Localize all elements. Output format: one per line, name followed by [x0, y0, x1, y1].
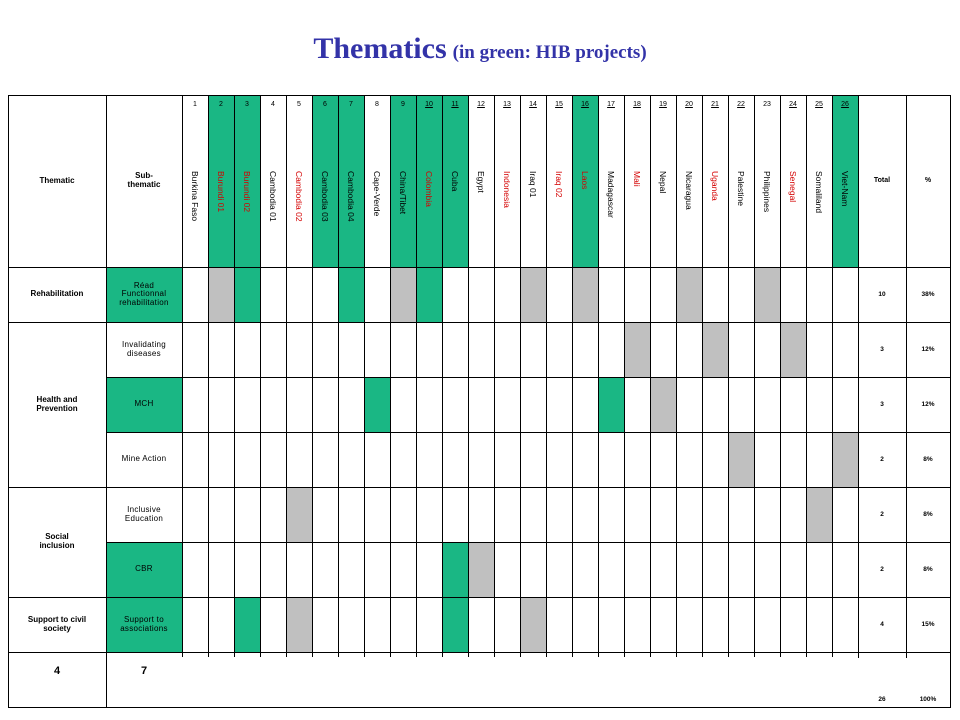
cell-grey-5-5 — [286, 487, 312, 542]
col-line-project — [338, 95, 339, 657]
project-number: 4 — [271, 101, 275, 108]
col-line-proj — [182, 95, 183, 657]
grand-percent: 100% — [919, 695, 937, 703]
title-main: Thematics — [313, 32, 447, 65]
thematic-count: 4 — [53, 665, 61, 678]
cell-grey-1-2 — [208, 267, 234, 322]
row-percent: 8% — [923, 510, 933, 518]
subthematic-label: MCH — [134, 399, 154, 409]
project-number: 19 — [659, 101, 667, 108]
project-name: China/Tibet — [398, 171, 408, 215]
project-name: Cambodia 03 — [320, 171, 330, 222]
cell-grey-7-5 — [286, 597, 312, 652]
col-line-project — [286, 95, 287, 657]
project-number: 15 — [555, 101, 563, 108]
project-name: Viet-Nam — [840, 171, 850, 207]
project-name: Burundi 01 — [216, 171, 226, 213]
project-name: Madagascar — [606, 171, 616, 218]
table-border-right — [950, 95, 951, 708]
cell-grey-4-26 — [832, 432, 858, 487]
percent-header: % — [924, 177, 932, 185]
cell-grey-1-14 — [520, 267, 546, 322]
subthematic-header: Sub- thematic — [127, 171, 161, 189]
project-number: 16 — [581, 101, 589, 108]
project-number: 25 — [815, 101, 823, 108]
project-name: Cambodia 02 — [294, 171, 304, 222]
project-name: Laos — [580, 171, 590, 190]
cell-grey-2-21 — [702, 322, 728, 377]
project-number: 24 — [789, 101, 797, 108]
project-number: 7 — [349, 101, 353, 108]
row-percent: 38% — [921, 290, 935, 298]
col-line-project — [806, 95, 807, 657]
project-number: 6 — [323, 101, 327, 108]
subthematic-label: Mine Action — [121, 454, 167, 464]
project-number: 17 — [607, 101, 615, 108]
cell-grey-4-22 — [728, 432, 754, 487]
project-number: 5 — [297, 101, 301, 108]
project-number: 1 — [193, 101, 197, 108]
cell-grey-5-25 — [806, 487, 832, 542]
col-line-project — [780, 95, 781, 657]
col-line-project — [624, 95, 625, 657]
grand-total: 26 — [878, 695, 886, 703]
row-line — [106, 432, 950, 433]
project-number: 20 — [685, 101, 693, 108]
table-border-bottom — [8, 707, 950, 708]
col-line-project — [364, 95, 365, 657]
col-line-project — [650, 95, 651, 657]
cell-grey-1-16 — [572, 267, 598, 322]
row-total: 3 — [880, 400, 884, 408]
cell-green-3-17 — [598, 377, 624, 432]
project-name: Cambodia 01 — [268, 171, 278, 222]
project-number: 10 — [425, 101, 433, 108]
project-name: Egypt — [476, 171, 486, 193]
project-number: 22 — [737, 101, 745, 108]
cell-green-7-3 — [234, 597, 260, 652]
project-name: Mali — [632, 171, 642, 187]
total-header: Total — [873, 177, 891, 185]
subthematic-label: Support to associations — [120, 614, 168, 633]
project-name: Senegal — [788, 171, 798, 203]
project-number: 26 — [841, 101, 849, 108]
project-number: 13 — [503, 101, 511, 108]
col-line-project — [208, 95, 209, 657]
cell-grey-2-18 — [624, 322, 650, 377]
project-number: 21 — [711, 101, 719, 108]
project-number: 18 — [633, 101, 641, 108]
row-total: 2 — [880, 455, 884, 463]
cell-green-1-3 — [234, 267, 260, 322]
row-line — [106, 542, 950, 543]
project-number: 8 — [375, 101, 379, 108]
cell-grey-1-23 — [754, 267, 780, 322]
col-line-project — [832, 95, 833, 657]
project-name: Nepal — [658, 171, 668, 194]
project-name: Cape-Verde — [372, 171, 382, 217]
cell-grey-6-12 — [468, 542, 494, 597]
row-percent: 8% — [923, 565, 933, 573]
project-name: Burundi 02 — [242, 171, 252, 213]
row-total: 4 — [880, 620, 884, 628]
subthematic-count: 7 — [140, 665, 148, 678]
col-line-project — [494, 95, 495, 657]
col-line-project — [598, 95, 599, 657]
row-total: 2 — [880, 565, 884, 573]
project-number: 12 — [477, 101, 485, 108]
cell-grey-1-20 — [676, 267, 702, 322]
row-line — [8, 652, 950, 653]
thematic-label: Rehabilitation — [30, 289, 84, 299]
project-name: Iraq 02 — [554, 171, 564, 198]
project-name: Cambodia 04 — [346, 171, 356, 222]
col-line-project — [416, 95, 417, 657]
cell-grey-1-9 — [390, 267, 416, 322]
cell-grey-3-19 — [650, 377, 676, 432]
col-line-project — [312, 95, 313, 657]
row-total: 2 — [880, 510, 884, 518]
project-number: 3 — [245, 101, 249, 108]
col-line-project — [676, 95, 677, 657]
subthematic-label: CBR — [135, 564, 153, 574]
row-line — [106, 377, 950, 378]
col-line-project — [234, 95, 235, 657]
row-total: 3 — [880, 345, 884, 353]
col-line-project — [754, 95, 755, 657]
row-percent: 12% — [921, 400, 935, 408]
project-number: 14 — [529, 101, 537, 108]
project-name: Burkina Faso — [190, 171, 200, 222]
col-line-project — [728, 95, 729, 657]
col-line-project — [260, 95, 261, 657]
col-line-project — [520, 95, 521, 657]
thematic-label: Social inclusion — [39, 532, 75, 550]
project-name: Iraq 01 — [528, 171, 538, 198]
col-line-project — [702, 95, 703, 657]
cell-green-7-11 — [442, 597, 468, 652]
row-percent: 12% — [921, 345, 935, 353]
col-line-project — [390, 95, 391, 657]
cell-green-6-11 — [442, 542, 468, 597]
project-name: Nicaragua — [684, 171, 694, 210]
cell-grey-7-14 — [520, 597, 546, 652]
thematic-label: Support to civil society — [27, 614, 87, 633]
cell-grey-2-24 — [780, 322, 806, 377]
project-name: Somaliland — [814, 171, 824, 214]
project-name: Cuba — [450, 171, 460, 192]
project-name: Uganda — [710, 171, 720, 201]
subthematic-label: Invalidating diseases — [121, 339, 167, 358]
title-subtitle: (in green: HIB projects) — [452, 42, 647, 63]
project-number: 2 — [219, 101, 223, 108]
row-total: 10 — [878, 290, 886, 298]
project-number: 23 — [763, 101, 771, 108]
project-name: Colombia — [424, 171, 434, 207]
project-number: 9 — [401, 101, 405, 108]
project-name: Philippines — [762, 171, 772, 213]
col-line-project — [468, 95, 469, 657]
row-percent: 8% — [923, 455, 933, 463]
col-line-project — [572, 95, 573, 657]
cell-green-1-10 — [416, 267, 442, 322]
thematic-header: Thematic — [39, 175, 75, 185]
row-percent: 15% — [921, 620, 935, 628]
subthematic-label: Inclusive Education — [124, 504, 164, 523]
project-name: Palestine — [736, 171, 746, 206]
project-name: Indonesia — [502, 171, 512, 208]
cell-green-3-8 — [364, 377, 390, 432]
col-line-project — [546, 95, 547, 657]
project-number: 11 — [451, 101, 459, 108]
thematic-label: Health and Prevention — [36, 394, 78, 413]
subthematic-label: Réad Functionnal rehabilitation — [119, 280, 169, 307]
cell-green-1-7 — [338, 267, 364, 322]
col-line-project — [442, 95, 443, 657]
